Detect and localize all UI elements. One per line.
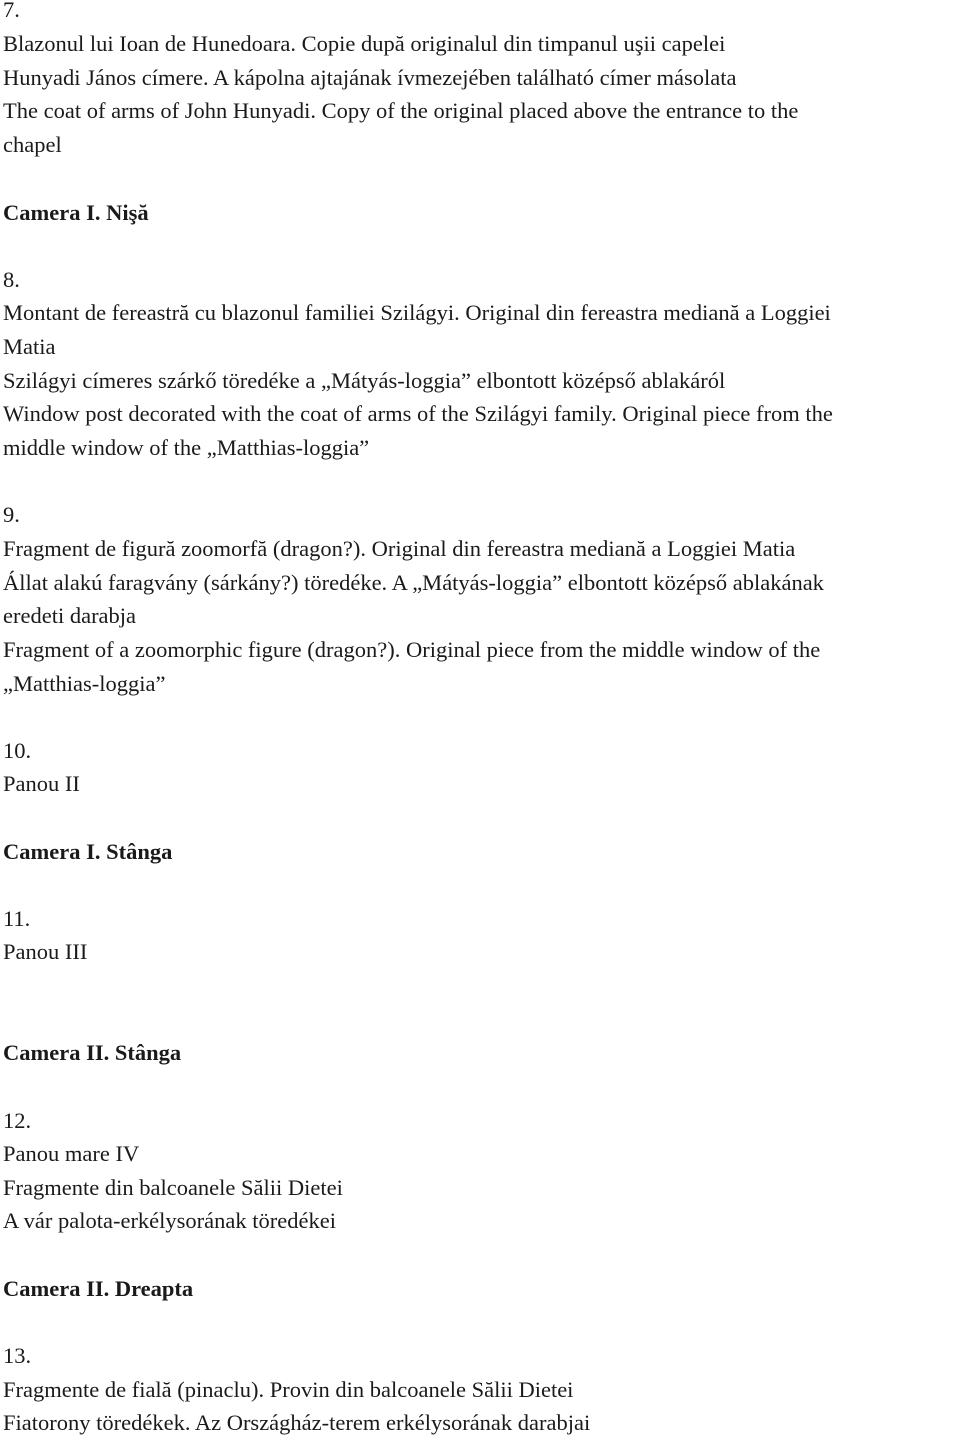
entry-number: 9.	[3, 502, 20, 527]
entry-line: eredeti darabja	[3, 603, 137, 628]
entry-line: Fragmente din balcoanele Sălii Dietei	[3, 1175, 343, 1200]
entry-line: Panou mare IV	[3, 1141, 140, 1166]
section-heading: Camera I. Nişă	[3, 200, 149, 225]
section-heading: Camera I. Stânga	[3, 839, 173, 864]
entry-line: Fragment of a zoomorphic figure (dragon?). Original piece from the middle window of the	[3, 637, 821, 662]
entry-number: 12.	[3, 1108, 32, 1133]
entry-line: Panou III	[3, 939, 88, 964]
entry-line: A vár palota-erkélysorának töredékei	[3, 1208, 336, 1233]
entry-line: Állat alakú faragvány (sárkány?) töredéke. A „Mátyás-loggia” elbontott középső ablakának	[3, 570, 824, 595]
entry-number: 10.	[3, 738, 32, 763]
entry-line: „Matthias-loggia”	[3, 671, 166, 696]
entry-line: The coat of arms of John Hunyadi. Copy of the original placed above the entrance to the	[3, 98, 799, 123]
entry-line: Blazonul lui Ioan de Hunedoara. Copie după originalul din timpanul uşii capelei	[3, 31, 726, 56]
entry-number: 11.	[3, 906, 31, 931]
entry-number: 7.	[3, 0, 20, 22]
entry-line: Szilágyi címeres szárkő töredéke a „Mátyás-loggia” elbontott középső ablakáról	[3, 368, 726, 393]
entry-line: chapel	[3, 132, 62, 157]
entry-line: Montant de fereastră cu blazonul familiei Szilágyi. Original din fereastra mediană a Loggiei	[3, 300, 831, 325]
entry-line: Panou II	[3, 771, 80, 796]
entry-number: 8.	[3, 267, 20, 292]
entry-line: Hunyadi János címere. A kápolna ajtajának ívmezejében található címer másolata	[3, 65, 737, 90]
entry-line: Fragment de figură zoomorfă (dragon?). Original din fereastra mediană a Loggiei Matia	[3, 536, 796, 561]
section-heading: Camera II. Dreapta	[3, 1276, 194, 1301]
entry-line: Matia	[3, 334, 56, 359]
entry-number: 13.	[3, 1343, 32, 1368]
entry-line: Fiatorony töredékek. Az Országház-terem erkélysorának darabjai	[3, 1410, 591, 1435]
entry-line: Fragmente de fială (pinaclu). Provin din balcoanele Sălii Dietei	[3, 1377, 574, 1402]
section-heading: Camera II. Stânga	[3, 1040, 182, 1065]
entry-line: middle window of the „Matthias-loggia”	[3, 435, 370, 460]
entry-line: Window post decorated with the coat of arms of the Szilágyi family. Original piece from the	[3, 401, 833, 426]
